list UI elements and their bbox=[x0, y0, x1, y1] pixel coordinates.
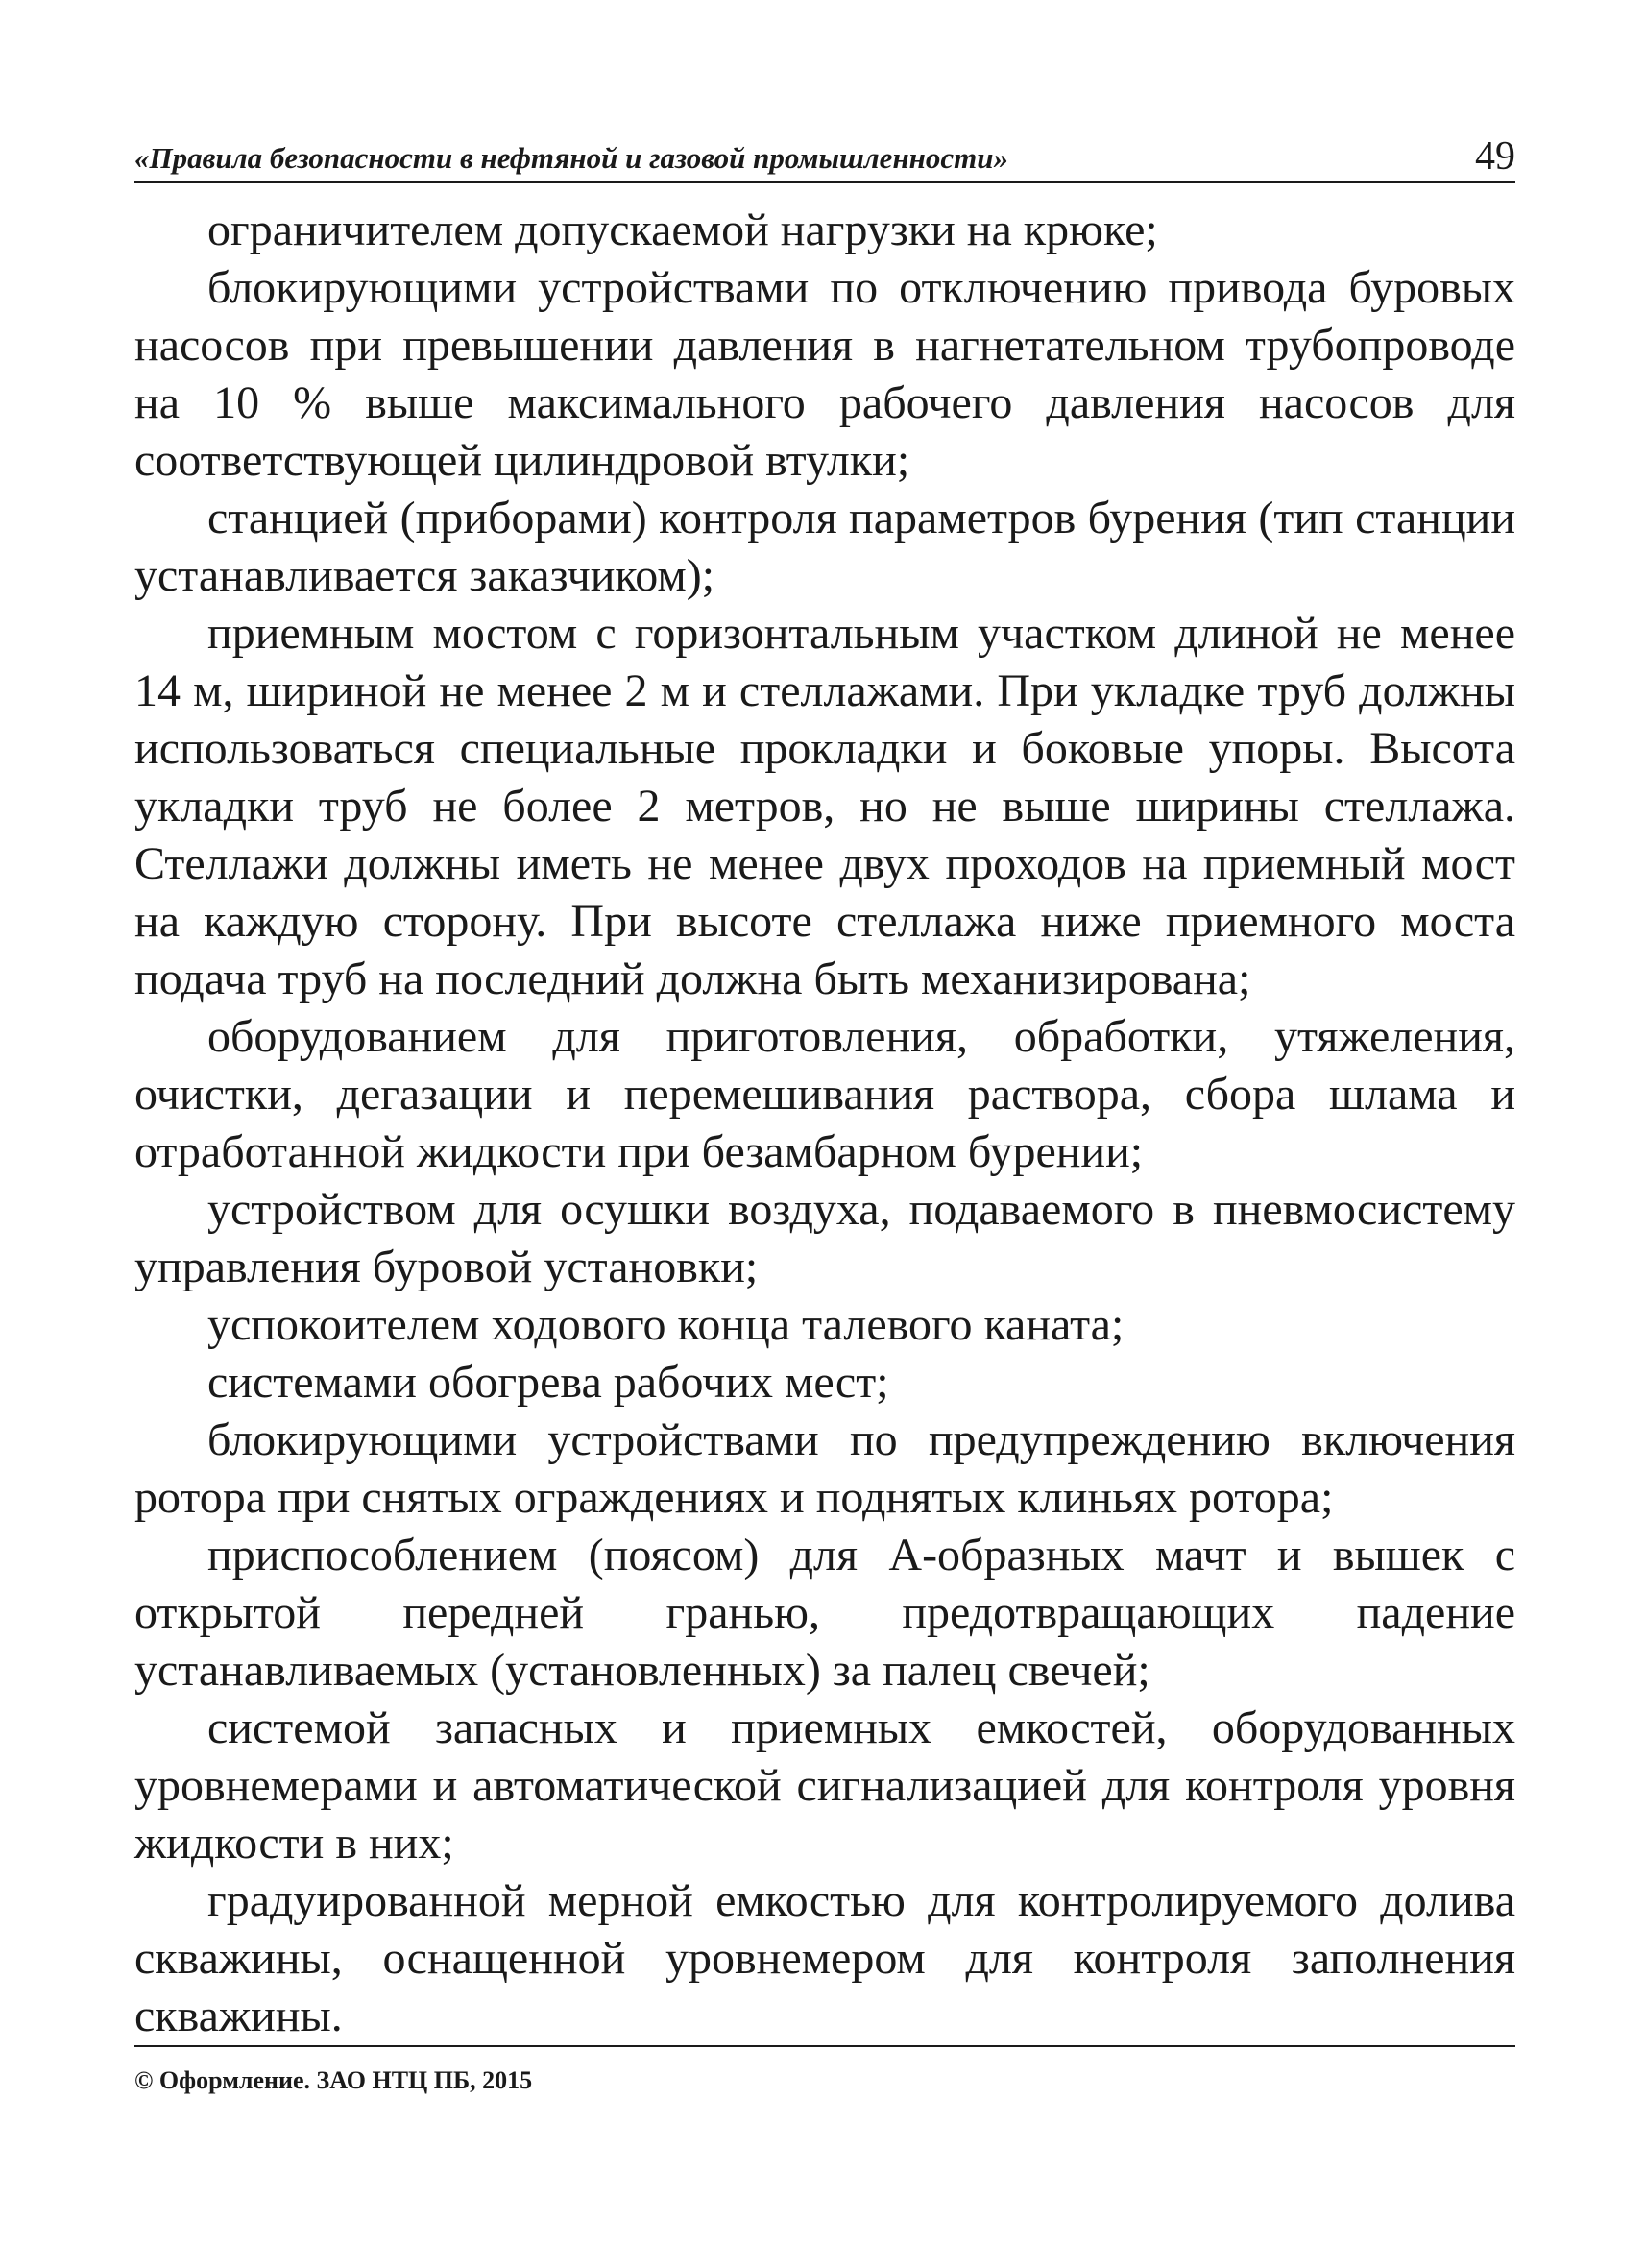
page-footer bbox=[134, 2045, 1515, 2095]
paragraph: блокирующими устройствами по предупреждению включения ротора при снятых ограждениях и поднятых клиньях ротора; bbox=[134, 1414, 1515, 1523]
paragraph: системами обогрева рабочих мест; bbox=[207, 1357, 889, 1408]
paragraph: устройством для осушки воздуха, подаваемого в пневмосистему управления буровой установки; bbox=[134, 1184, 1515, 1292]
paragraph: приспособлением (поясом) для А-образных мачт и вышек с открытой передней гранью, предотвращающих падение устанавливаемых (установленных) за палец свечей; bbox=[134, 1530, 1515, 1696]
footer-copyright: © Оформление. ЗАО НТЦ ПБ, 2015 bbox=[134, 2066, 533, 2094]
paragraph: системой запасных и приемных емкостей, оборудованных уровнемерами и автоматической сигнализацией для контроля уровня жидкости в них; bbox=[134, 1702, 1515, 1869]
document-page bbox=[134, 133, 1515, 2045]
page-number: 49 bbox=[1475, 134, 1515, 179]
paragraph: блокирующими устройствами по отключению привода буровых насосов при превышении давления в нагнетательном трубопроводе на 10 % выше максимального рабочего давления насосов для соответствующей цилиндровой втулки; bbox=[134, 262, 1515, 486]
body-text bbox=[134, 202, 1515, 2045]
paragraph: градуированной мерной емкостью для контролируемого долива скважины, оснащенной уровнемером для контроля заполнения скважины. bbox=[134, 1875, 1515, 2041]
header-title: «Правила безопасности в нефтяной и газовой промышленности» bbox=[134, 141, 1008, 175]
paragraph: оборудованием для приготовления, обработки, утяжеления, очистки, дегазации и перемешивания раствора, сбора шлама и отработанной жидкости при безамбарном бурении; bbox=[134, 1011, 1515, 1177]
running-header bbox=[134, 133, 1515, 183]
paragraph: станцией (приборами) контроля параметров бурения (тип станции устанавливается заказчиком); bbox=[134, 493, 1515, 601]
paragraph: приемным мостом с горизонтальным участком длиной не менее 14 м, шириной не менее 2 м и стеллажами. При укладке труб должны использоваться специальные прокладки и боковые упоры. Высота укладки труб не более 2 метров, но не выше ширины стеллажа. Стеллажи должны иметь не менее двух проходов на приемный мост на каждую сторону. При высоте стеллажа ниже приемного моста подача труб на последний должна быть механизирована; bbox=[134, 608, 1515, 1004]
paragraph: успокоителем ходового конца талевого каната; bbox=[207, 1299, 1125, 1350]
paragraph: ограничителем допускаемой нагрузки на крюке; bbox=[207, 205, 1158, 255]
